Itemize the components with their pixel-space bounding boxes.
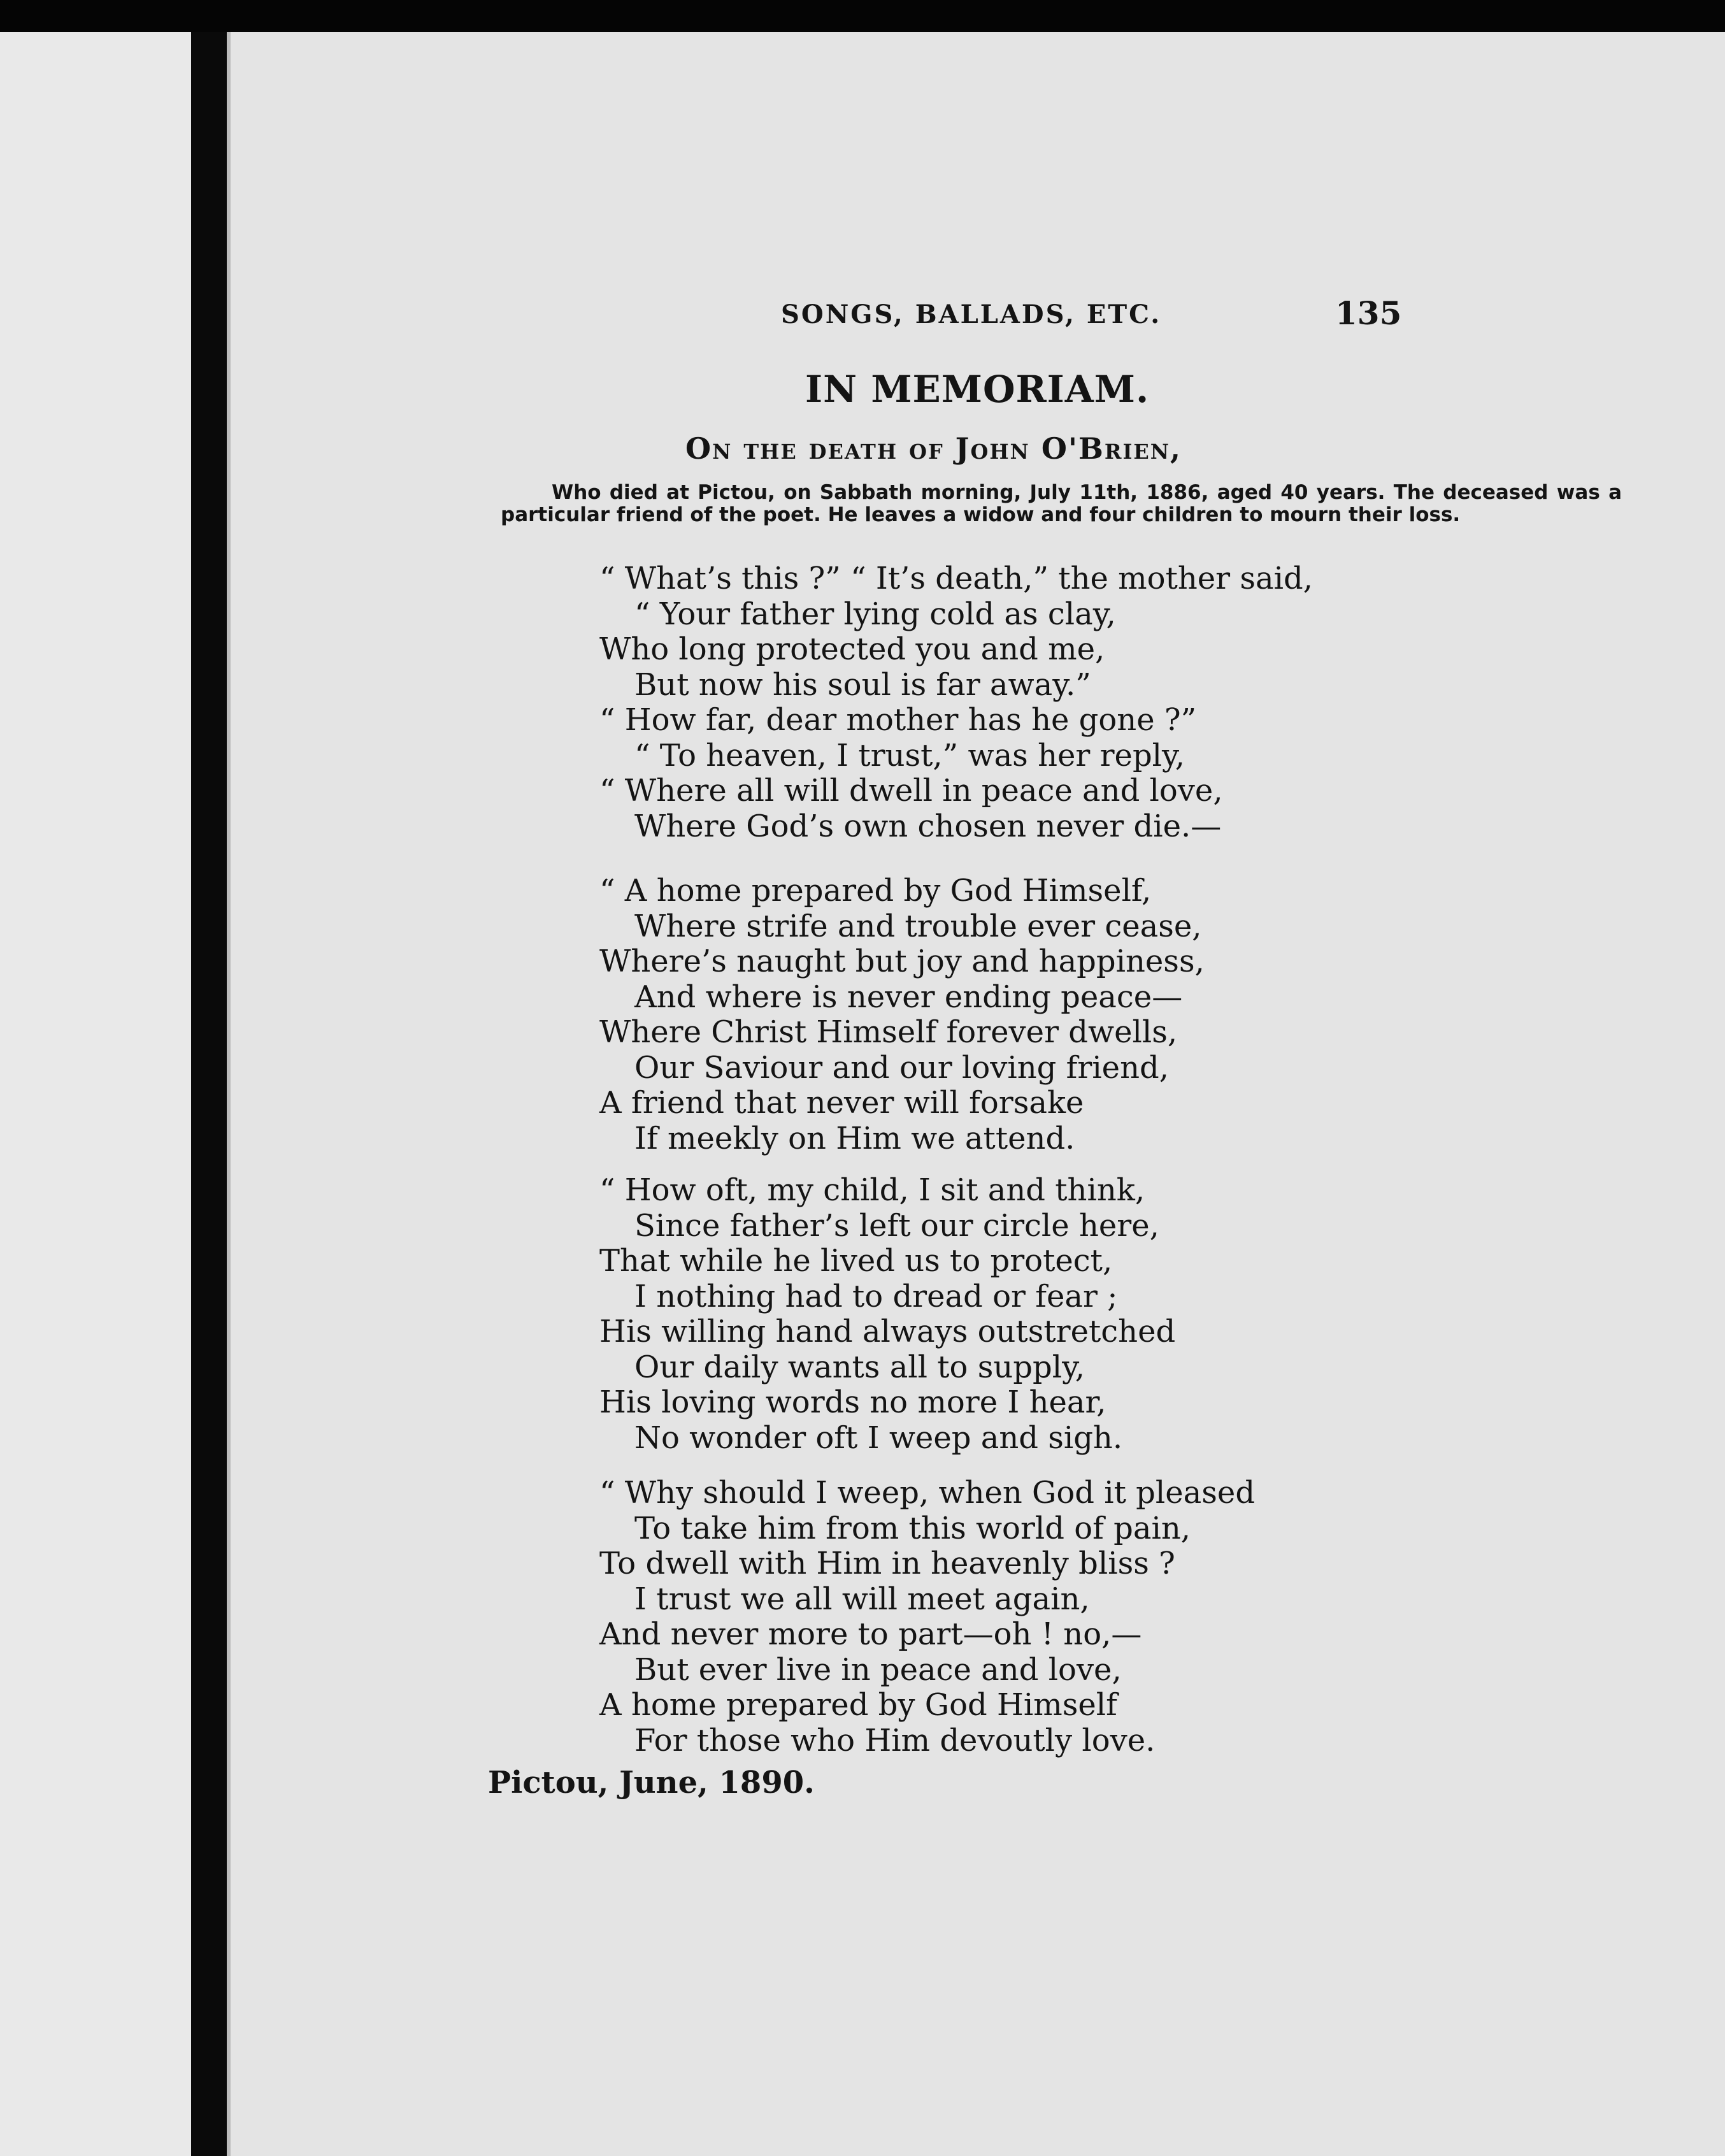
- poem-line: “ Your father lying cold as clay,: [634, 596, 1116, 632]
- poem-line: Our daily wants all to supply,: [634, 1349, 1085, 1385]
- poem-line: But now his soul is far away.”: [634, 666, 1091, 703]
- reverse-side-show-through: [1412, 376, 1679, 1809]
- poem-line: To take him from this world of pain,: [634, 1510, 1191, 1546]
- poem-line: But ever live in peace and love,: [634, 1651, 1122, 1688]
- poem-line: “ To heaven, I trust,” was her reply,: [634, 737, 1185, 773]
- poem-line: Our Saviour and our loving friend,: [634, 1049, 1169, 1086]
- poem-line: I trust we all will meet again,: [634, 1581, 1090, 1617]
- book-page: [227, 32, 1725, 2156]
- book-gutter: [191, 32, 227, 2156]
- poem-line: If meekly on Him we attend.: [634, 1120, 1075, 1156]
- poem-line: Where strife and trouble ever cease,: [634, 908, 1202, 944]
- poem-line: I nothing had to dread or fear ;: [634, 1278, 1118, 1314]
- poem-line: Since father’s left our circle here,: [634, 1207, 1159, 1244]
- poem-line: “ What’s this ?” “ It’s death,” the mother said,: [599, 561, 1313, 596]
- page-edge: [227, 32, 231, 2156]
- poem-line: “ A home prepared by God Himself,: [599, 873, 1152, 909]
- dateline: Pictou, June, 1890.: [488, 1765, 815, 1800]
- poem-line: And where is never ending peace—: [634, 979, 1183, 1015]
- poem-line: Where Christ Himself forever dwells,: [599, 1014, 1178, 1050]
- scan-top-border: [0, 0, 1725, 32]
- poem-line: And never more to part—oh ! no,—: [599, 1616, 1142, 1652]
- facing-page-edge: [0, 32, 191, 2156]
- poem-line: “ How oft, my child, I sit and think,: [599, 1172, 1145, 1208]
- poem-line: “ Where all will dwell in peace and love,: [599, 773, 1223, 808]
- headnote: Who died at Pictou, on Sabbath morning, July 11th, 1886, aged 40 years. The deceased was a particular friend of the poet. He leaves a widow and four children to mourn their loss.: [501, 481, 1622, 526]
- poem-line: His loving words no more I hear,: [599, 1384, 1106, 1420]
- poem-line: Where God’s own chosen never die.—: [634, 808, 1222, 844]
- page-number: 135: [1335, 294, 1402, 332]
- poem-line: That while he lived us to protect,: [599, 1243, 1113, 1279]
- poem-line: “ How far, dear mother has he gone ?”: [599, 702, 1197, 738]
- running-head: SONGS, BALLADS, ETC.: [781, 299, 1162, 329]
- poem-line: His willing hand always outstretched: [599, 1314, 1176, 1349]
- poem-line: A friend that never will forsake: [599, 1085, 1084, 1121]
- poem-line: To dwell with Him in heavenly bliss ?: [599, 1546, 1175, 1581]
- poem-subtitle: On the death of John O'Brien,: [685, 431, 1182, 466]
- poem-line: “ Why should I weep, when God it pleased: [599, 1475, 1256, 1511]
- poem-title: IN MEMORIAM.: [805, 368, 1150, 411]
- poem-line: Who long protected you and me,: [599, 631, 1105, 667]
- poem-line: For those who Him devoutly love.: [634, 1722, 1156, 1758]
- poem-line: No wonder oft I weep and sigh.: [634, 1419, 1123, 1456]
- poem-line: A home prepared by God Himself: [599, 1687, 1117, 1723]
- poem-line: Where’s naught but joy and happiness,: [599, 944, 1205, 979]
